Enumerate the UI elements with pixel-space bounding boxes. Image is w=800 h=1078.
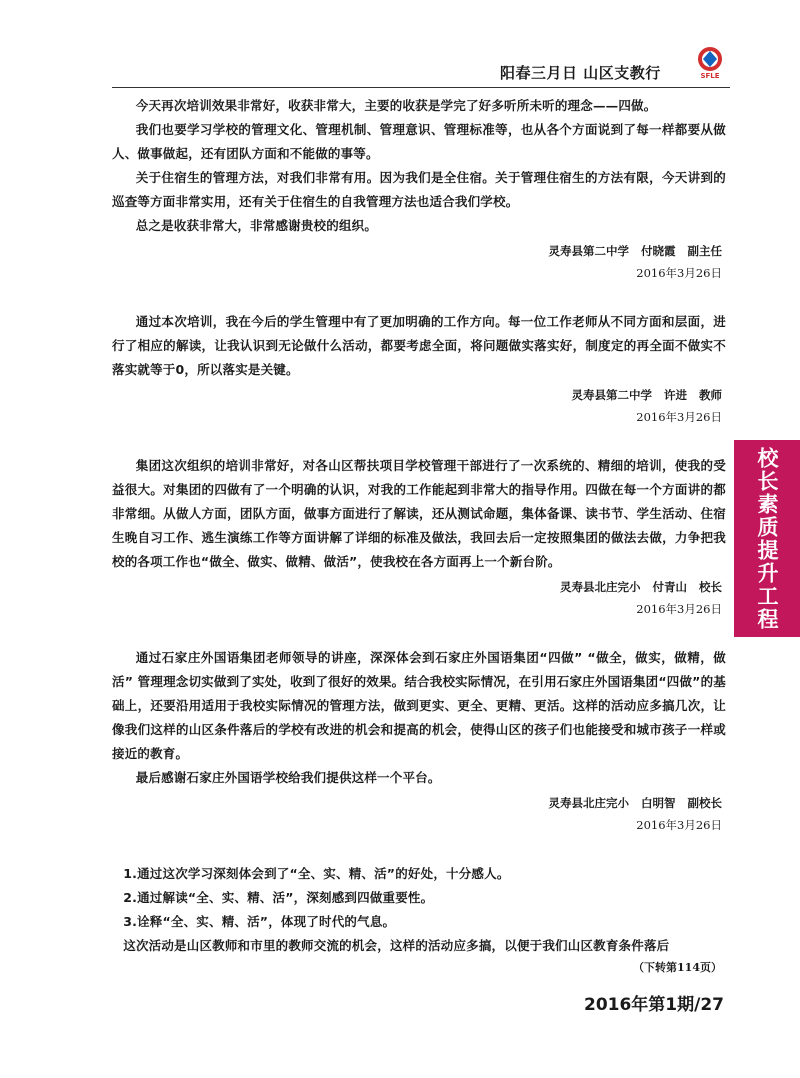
paragraph: 关于住宿生的管理方法，对我们非常有用。因为我们是全住宿。关于管理住宿生的方法有限，今天讲到的巡查等方面非常实用，还有关于住宿生的自我管理方法也适合我们学校。 bbox=[112, 170, 726, 209]
paragraph: 今天再次培训效果非常好，收获非常大，主要的收获是学完了好多听所未听的理念——四做。 bbox=[135, 98, 657, 113]
signature-date: 2016年3月26日 bbox=[636, 266, 722, 280]
continued-on-page-note: （下转第114页） bbox=[633, 961, 722, 974]
list-item: 3.诠释“全、实、精、活”，体现了时代的气息。 bbox=[123, 914, 396, 929]
running-header-title: 阳春三月日 山区支教行 bbox=[500, 64, 661, 82]
header-divider bbox=[112, 87, 730, 88]
paragraph: 最后感谢石家庄外国语学校给我们提供这样一个平台。 bbox=[135, 770, 441, 785]
paragraph: 通过石家庄外国语集团老师领导的讲座，深深体会到石家庄外国语集团“四做” “做全，做实，做精，做活” 管理理念切实做到了实处，收到了很好的效果。结合我校实际情况，在引用石家庄外国语集团“四做”的基础上，还要沿用适用于我校实际情况的管理方法，做到更实、更全、更精、更活。这样的活动应多搞几次，让像我们这样的山区条件落后的学校有改进的机会和提高的机会，使得山区的孩子们也能接受和城市孩子一样或接近的教育。 bbox=[112, 650, 726, 761]
testimonial-section bbox=[112, 310, 726, 428]
author-signature: 灵寿县北庄完小 白明智 副校长 bbox=[548, 796, 722, 810]
paragraph: 集团这次组织的培训非常好，对各山区帮扶项目学校管理干部进行了一次系统的、精细的培训，使我的受益很大。对集团的四做有了一个明确的认识，对我的工作能起到非常大的指导作用。四做在每一个方面讲的都非常细。从做人方面，团队方面，做事方面进行了解读，还从测试命题，集体备课、读书节、学生活动、住宿生晚自习工作、逃生演练工作等方面讲解了详细的标准及做法，我回去后一定按照集团的做法去做，力争把我校的各项工作也“做全、做实、做精、做活”，使我校在各方面再上一个新台阶。 bbox=[112, 458, 726, 569]
logo-text: SFLE bbox=[700, 72, 720, 80]
side-tab-label: 校长素质提升工程 bbox=[755, 446, 779, 631]
signature-date: 2016年3月26日 bbox=[636, 410, 722, 424]
signature-date: 2016年3月26日 bbox=[636, 602, 722, 616]
testimonial-section bbox=[112, 646, 726, 836]
closing-paragraph: 这次活动是山区教师和市里的教师交流的机会，这样的活动应多搞，以便于我们山区教育条件落后 bbox=[123, 938, 670, 953]
author-signature: 灵寿县第二中学 许进 教师 bbox=[571, 388, 722, 402]
list-item: 1.通过这次学习深刻体会到了“全、实、精、活”的好处，十分感人。 bbox=[123, 866, 510, 881]
section-side-tab bbox=[734, 440, 800, 637]
paragraph: 总之是收获非常大，非常感谢贵校的组织。 bbox=[135, 218, 378, 233]
main-content bbox=[112, 94, 726, 1004]
list-item: 2.通过解读“全、实、精、活”，深刻感到四做重要性。 bbox=[123, 890, 434, 905]
paragraph: 我们也要学习学校的管理文化、管理机制、管理意识、管理标准等，也从各个方面说到了每一样都要从做人、做事做起，还有团队方面和不能做的事等。 bbox=[112, 122, 726, 161]
page-number-label: 2016年第1期/27 bbox=[583, 995, 724, 1015]
testimonial-section bbox=[112, 94, 726, 284]
signature-date: 2016年3月26日 bbox=[636, 818, 722, 832]
sfle-logo bbox=[690, 46, 730, 80]
author-signature: 灵寿县北庄完小 付青山 校长 bbox=[559, 580, 722, 594]
paragraph: 通过本次培训，我在今后的学生管理中有了更加明确的工作方向。每一位工作老师从不同方面和层面，进行了相应的解读，让我认识到无论做什么活动，都要考虑全面，将问题做实落实好，制度定的再全面不做实不落实就等于0，所以落实是关键。 bbox=[112, 314, 726, 377]
testimonial-section bbox=[112, 454, 726, 620]
author-signature: 灵寿县第二中学 付晓霞 副主任 bbox=[548, 244, 722, 258]
final-testimonial-section bbox=[112, 862, 726, 978]
